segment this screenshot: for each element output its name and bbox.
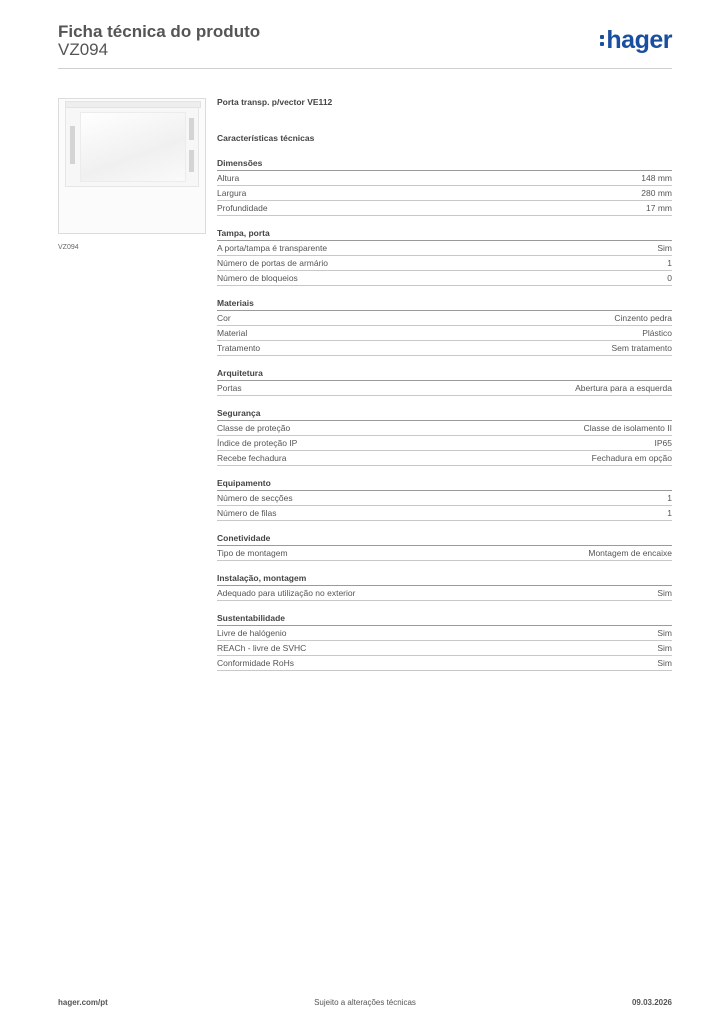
spec-row: [217, 626, 672, 641]
spec-section: [217, 476, 672, 521]
spec-label: Tratamento: [217, 343, 261, 353]
spec-row: [217, 546, 672, 561]
product-name: Porta transp. p/vector VE112: [217, 97, 333, 107]
spec-value: Sim: [657, 628, 672, 638]
spec-row: [217, 381, 672, 396]
spec-label: Largura: [217, 188, 247, 198]
spec-label: Material: [217, 328, 248, 338]
spec-row: [217, 241, 672, 256]
spec-row: [217, 451, 672, 466]
spec-row: [217, 256, 672, 271]
spec-label: Conformidade RoHs: [217, 658, 295, 668]
spec-label: Índice de proteção IP: [217, 438, 298, 448]
spec-value: Abertura para a esquerda: [575, 383, 672, 393]
spec-value: 1: [667, 258, 672, 268]
spec-section: [217, 156, 672, 216]
footer-date: 09.03.2026: [631, 998, 672, 1007]
section-title: Segurança: [217, 406, 672, 421]
spec-row: [217, 171, 672, 186]
page-header: [58, 20, 672, 69]
spec-value: 1: [667, 493, 672, 503]
section-title: Tampa, porta: [217, 226, 672, 241]
spec-row: [217, 311, 672, 326]
spec-value: IP65: [654, 438, 672, 448]
spec-label: A porta/tampa é transparente: [217, 243, 328, 253]
spec-label: Adequado para utilização no exterior: [217, 588, 356, 598]
spec-value: Cinzento pedra: [614, 313, 672, 323]
page-title: Ficha técnica do produto: [58, 22, 261, 41]
footer-note: Sujeito a alterações técnicas: [314, 998, 416, 1007]
spec-label: Livre de halógenio: [217, 628, 287, 638]
spec-row: [217, 436, 672, 451]
spec-row: [217, 586, 672, 601]
spec-label: REACh - livre de SVHC: [217, 643, 307, 653]
spec-value: Montagem de encaixe: [588, 548, 672, 558]
spec-label: Tipo de montagem: [217, 548, 288, 558]
spec-row: [217, 186, 672, 201]
spec-value: Fechadura em opção: [591, 453, 672, 463]
spec-row: [217, 641, 672, 656]
section-title: Equipamento: [217, 476, 672, 491]
spec-label: Recebe fechadura: [217, 453, 287, 463]
spec-value: Sim: [657, 243, 672, 253]
spec-section: [217, 611, 672, 671]
spec-value: 148 mm: [641, 173, 672, 183]
spec-value: 280 mm: [641, 188, 672, 198]
spec-section: [217, 296, 672, 356]
spec-value: 0: [667, 273, 672, 283]
spec-section: [217, 531, 672, 561]
image-caption: VZ094: [58, 244, 79, 251]
spec-row: [217, 271, 672, 286]
spec-section: [217, 226, 672, 286]
section-title: Sustentabilidade: [217, 611, 672, 626]
spec-row: [217, 656, 672, 671]
spec-sections: [217, 156, 672, 671]
spec-row: [217, 201, 672, 216]
section-title: Arquitetura: [217, 366, 672, 381]
product-panel-image: [65, 103, 199, 187]
spec-row: [217, 491, 672, 506]
spec-value: Sem tratamento: [611, 343, 672, 353]
footer-website-link[interactable]: hager.com/pt: [58, 998, 108, 1007]
spec-value: Sim: [657, 658, 672, 668]
section-title: Dimensões: [217, 156, 672, 171]
specifications: [217, 96, 672, 681]
spec-label: Altura: [217, 173, 240, 183]
spec-value: Classe de isolamento II: [583, 423, 672, 433]
characteristics-title: Características técnicas: [217, 133, 315, 143]
spec-value: 1: [667, 508, 672, 518]
section-title: Conetividade: [217, 531, 672, 546]
spec-value: Sim: [657, 643, 672, 653]
spec-row: [217, 421, 672, 436]
spec-label: Classe de proteção: [217, 423, 291, 433]
section-title: Instalação, montagem: [217, 571, 672, 586]
spec-label: Profundidade: [217, 203, 268, 213]
product-code: VZ094: [58, 40, 109, 59]
spec-label: Número de filas: [217, 508, 277, 518]
spec-section: [217, 571, 672, 601]
spec-row: [217, 341, 672, 356]
spec-row: [217, 326, 672, 341]
spec-label: Número de bloqueios: [217, 273, 298, 283]
spec-value: Plástico: [642, 328, 672, 338]
product-image: [58, 98, 206, 234]
spec-value: 17 mm: [646, 203, 672, 213]
section-title: Materiais: [217, 296, 672, 311]
spec-section: [217, 366, 672, 396]
spec-label: Cor: [217, 313, 231, 323]
hager-logo[interactable]: [600, 26, 672, 54]
spec-value: Sim: [657, 588, 672, 598]
spec-row: [217, 506, 672, 521]
logo-text: hager: [606, 25, 672, 54]
logo-dots-icon: [600, 35, 604, 46]
spec-label: Número de portas de armário: [217, 258, 329, 268]
spec-section: [217, 406, 672, 466]
spec-label: Número de secções: [217, 493, 293, 503]
spec-label: Portas: [217, 383, 242, 393]
